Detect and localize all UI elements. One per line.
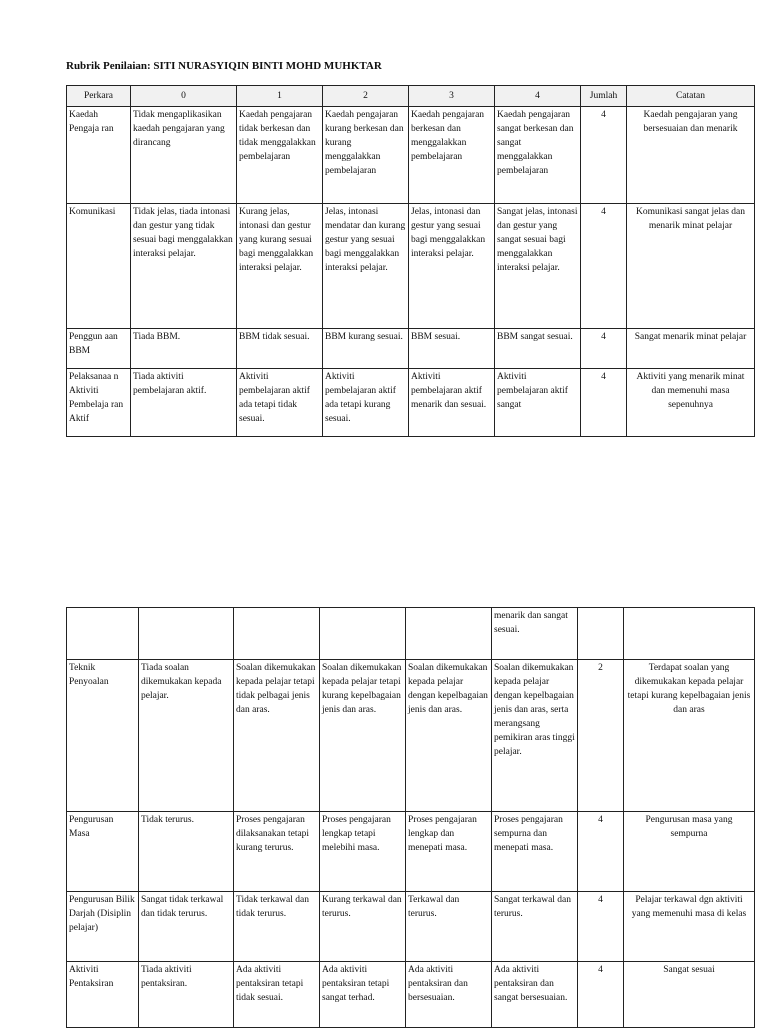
header-score-2: 2 bbox=[323, 86, 409, 107]
score-2-cell: Proses pengajaran lengkap tetapi melebihi masa. bbox=[320, 812, 406, 892]
catatan-cell: Sangat menarik minat pelajar bbox=[627, 329, 755, 369]
catatan-cell: Pengurusan masa yang sempurna bbox=[624, 812, 755, 892]
table-row bbox=[67, 107, 755, 204]
score-0-cell: Tiada aktiviti pembelajaran aktif. bbox=[131, 369, 237, 437]
header-score-1: 1 bbox=[237, 86, 323, 107]
header-score-0: 0 bbox=[131, 86, 237, 107]
catatan-cell: Kaedah pengajaran yang bersesuaian dan menarik bbox=[627, 107, 755, 204]
jumlah-cell: 2 bbox=[578, 660, 624, 812]
score-2-cell: Soalan dikemukakan kepada pelajar tetapi kurang kepelbagaian jenis dan aras. bbox=[320, 660, 406, 812]
criterion-cell: Pengurusan Bilik Darjah (Disiplin pelajar) bbox=[67, 892, 139, 962]
jumlah-cell: 4 bbox=[581, 107, 627, 204]
score-4-cell: Sangat jelas, intonasi dan gestur yang sangat sesuai bagi menggalakkan interaksi pelajar. bbox=[495, 204, 581, 329]
score-1-cell: Proses pengajaran dilaksanakan tetapi kurang terurus. bbox=[234, 812, 320, 892]
score-0-cell bbox=[139, 608, 234, 660]
table-row bbox=[67, 660, 755, 812]
score-4-cell: Soalan dikemukakan kepada pelajar dengan kepelbagaian jenis dan aras, serta merangsang pemikiran aras tinggi pelajar. bbox=[492, 660, 578, 812]
catatan-cell: Sangat sesuai bbox=[624, 962, 755, 1028]
score-0-cell: Tidak terurus. bbox=[139, 812, 234, 892]
catatan-cell: Terdapat soalan yang dikemukakan kepada pelajar tetapi kurang kepelbagaian jenis dan aras bbox=[624, 660, 755, 812]
criterion-cell: Kaedah Pengaja ran bbox=[67, 107, 131, 204]
score-3-cell: BBM sesuai. bbox=[409, 329, 495, 369]
table-row bbox=[67, 204, 755, 329]
header-perkara: Perkara bbox=[67, 86, 131, 107]
score-3-cell: Aktiviti pembelajaran aktif menarik dan sesuai. bbox=[409, 369, 495, 437]
score-4-cell: Kaedah pengajaran sangat berkesan dan sangat menggalakkan pembelajaran bbox=[495, 107, 581, 204]
criterion-cell: Pelaksanaa n Aktiviti Pembelaja ran Aktif bbox=[67, 369, 131, 437]
catatan-cell: Aktiviti yang menarik minat dan memenuhi masa sepenuhnya bbox=[627, 369, 755, 437]
score-3-cell: Proses pengajaran lengkap dan menepati masa. bbox=[406, 812, 492, 892]
jumlah-cell bbox=[578, 608, 624, 660]
score-1-cell: Kurang jelas, intonasi dan gestur yang kurang sesuai bagi menggalakkan interaksi pelajar. bbox=[237, 204, 323, 329]
score-0-cell: Tiada soalan dikemukakan kepada pelajar. bbox=[139, 660, 234, 812]
table-row bbox=[67, 369, 755, 437]
score-2-cell: Kurang terkawal dan terurus. bbox=[320, 892, 406, 962]
rubric-title: Rubrik Penilaian: SITI NURASYIQIN BINTI MOHD MUHKTAR bbox=[66, 60, 382, 72]
score-1-cell: Ada aktiviti pentaksiran tetapi tidak sesuai. bbox=[234, 962, 320, 1028]
table-row bbox=[67, 892, 755, 962]
rubric-table-page-2 bbox=[66, 607, 755, 1028]
score-1-cell: Soalan dikemukakan kepada pelajar tetapi tidak pelbagai jenis dan aras. bbox=[234, 660, 320, 812]
score-2-cell: Kaedah pengajaran kurang berkesan dan kurang menggalakkan pembelajaran bbox=[323, 107, 409, 204]
score-2-cell: Ada aktiviti pentaksiran tetapi sangat terhad. bbox=[320, 962, 406, 1028]
score-1-cell bbox=[234, 608, 320, 660]
score-3-cell: Ada aktiviti pentaksiran dan bersesuaian. bbox=[406, 962, 492, 1028]
score-0-cell: Tidak jelas, tiada intonasi dan gestur yang tidak sesuai bagi menggalakkan interaksi pelajar. bbox=[131, 204, 237, 329]
jumlah-cell: 4 bbox=[581, 329, 627, 369]
table-row bbox=[67, 962, 755, 1028]
table-row bbox=[67, 608, 755, 660]
header-catatan: Catatan bbox=[627, 86, 755, 107]
score-0-cell: Sangat tidak terkawal dan tidak terurus. bbox=[139, 892, 234, 962]
score-2-cell bbox=[320, 608, 406, 660]
jumlah-cell: 4 bbox=[578, 962, 624, 1028]
criterion-cell: Penggun aan BBM bbox=[67, 329, 131, 369]
criterion-cell: Teknik Penyoalan bbox=[67, 660, 139, 812]
score-2-cell: Jelas, intonasi mendatar dan kurang gestur yang sesuai bagi menggalakkan interaksi pelajar. bbox=[323, 204, 409, 329]
table-row bbox=[67, 812, 755, 892]
score-0-cell: Tiada BBM. bbox=[131, 329, 237, 369]
score-3-cell: Terkawal dan terurus. bbox=[406, 892, 492, 962]
score-1-cell: Kaedah pengajaran tidak berkesan dan tidak menggalakkan pembelajaran bbox=[237, 107, 323, 204]
jumlah-cell: 4 bbox=[578, 892, 624, 962]
catatan-cell: Pelajar terkawal dgn aktiviti yang memenuhi masa di kelas bbox=[624, 892, 755, 962]
score-4-cell: menarik dan sangat sesuai. bbox=[492, 608, 578, 660]
catatan-cell bbox=[624, 608, 755, 660]
header-score-3: 3 bbox=[409, 86, 495, 107]
catatan-cell: Komunikasi sangat jelas dan menarik minat pelajar bbox=[627, 204, 755, 329]
score-4-cell: Proses pengajaran sempurna dan menepati masa. bbox=[492, 812, 578, 892]
score-0-cell: Tidak mengaplikasikan kaedah pengajaran yang dirancang bbox=[131, 107, 237, 204]
score-4-cell: Sangat terkawal dan terurus. bbox=[492, 892, 578, 962]
score-0-cell: Tiada aktiviti pentaksiran. bbox=[139, 962, 234, 1028]
criterion-cell: Pengurusan Masa bbox=[67, 812, 139, 892]
criterion-cell bbox=[67, 608, 139, 660]
criterion-cell: Komunikasi bbox=[67, 204, 131, 329]
header-score-4: 4 bbox=[495, 86, 581, 107]
rubric-table-page-1 bbox=[66, 85, 755, 437]
score-1-cell: BBM tidak sesuai. bbox=[237, 329, 323, 369]
table-row bbox=[67, 329, 755, 369]
score-4-cell: BBM sangat sesuai. bbox=[495, 329, 581, 369]
jumlah-cell: 4 bbox=[578, 812, 624, 892]
table-header-row bbox=[67, 86, 755, 107]
score-1-cell: Tidak terkawal dan tidak terurus. bbox=[234, 892, 320, 962]
criterion-cell: Aktiviti Pentaksiran bbox=[67, 962, 139, 1028]
jumlah-cell: 4 bbox=[581, 204, 627, 329]
jumlah-cell: 4 bbox=[581, 369, 627, 437]
score-2-cell: Aktiviti pembelajaran aktif ada tetapi kurang sesuai. bbox=[323, 369, 409, 437]
score-4-cell: Aktiviti pembelajaran aktif sangat bbox=[495, 369, 581, 437]
header-jumlah: Jumlah bbox=[581, 86, 627, 107]
score-4-cell: Ada aktiviti pentaksiran dan sangat bersesuaian. bbox=[492, 962, 578, 1028]
score-1-cell: Aktiviti pembelajaran aktif ada tetapi tidak sesuai. bbox=[237, 369, 323, 437]
score-3-cell: Jelas, intonasi dan gestur yang sesuai bagi menggalakkan interaksi pelajar. bbox=[409, 204, 495, 329]
score-3-cell bbox=[406, 608, 492, 660]
score-3-cell: Soalan dikemukakan kepada pelajar dengan kepelbagaian jenis dan aras. bbox=[406, 660, 492, 812]
score-2-cell: BBM kurang sesuai. bbox=[323, 329, 409, 369]
score-3-cell: Kaedah pengajaran berkesan dan menggalakkan pembelajaran bbox=[409, 107, 495, 204]
